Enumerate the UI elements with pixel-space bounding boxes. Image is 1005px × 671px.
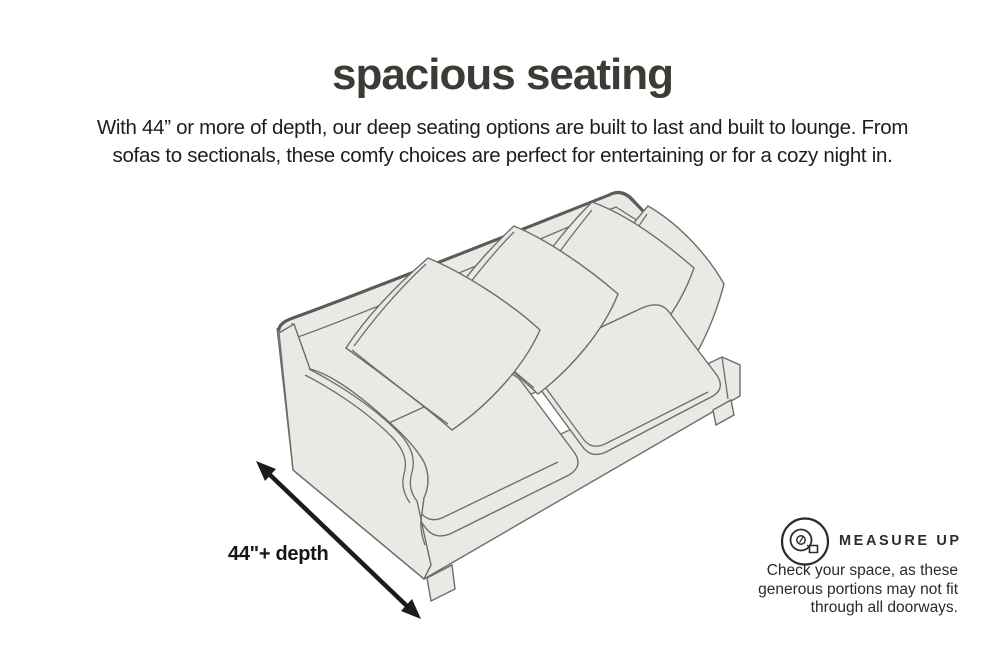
page-title: spacious seating [331, 50, 673, 99]
measure-note-line-1: Check your space, as these [766, 562, 958, 579]
description-line-1: With 44” or more of depth, our deep seating options are built to last and built to lounge. From [96, 116, 909, 139]
measure-up-note [718, 562, 958, 618]
measure-note-line-3: through all doorways. [810, 599, 958, 617]
measure-note-line-2: generous portions may not fit [758, 580, 958, 598]
depth-dimension-label: 44"+ depth [228, 543, 329, 565]
description-line-2: sofas to sectionals, these comfy choices are perfect for entertaining or for a cozy night in. [112, 144, 893, 167]
measure-up-heading: MEASURE UP [839, 533, 962, 549]
